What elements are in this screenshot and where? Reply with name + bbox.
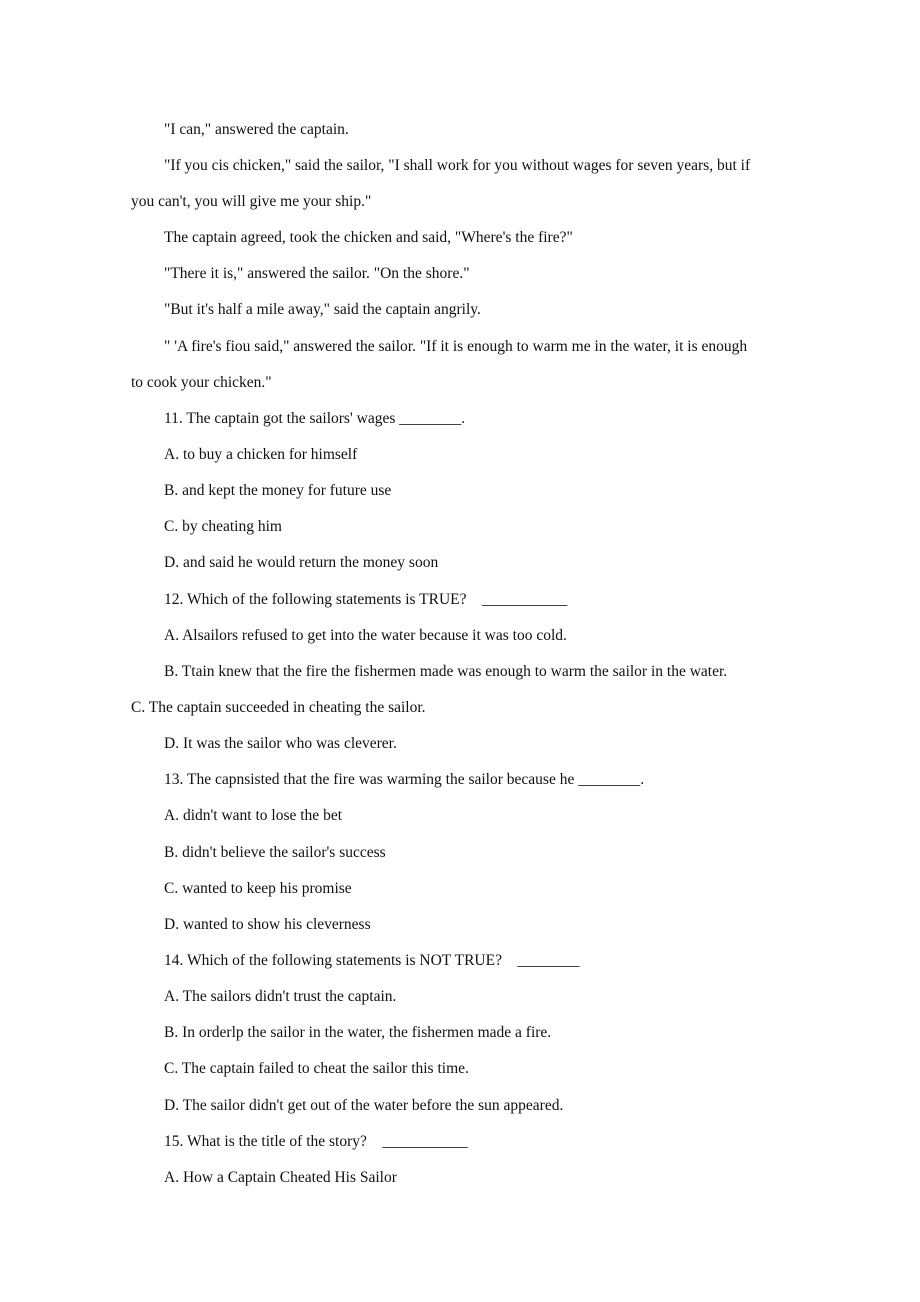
story-line: The captain agreed, took the chicken and said, "Where's the fire?" bbox=[164, 229, 573, 246]
option-d: D. It was the sailor who was cleverer. bbox=[164, 735, 397, 752]
option-b: B. and kept the money for future use bbox=[164, 482, 392, 499]
story-line: "I can," answered the captain. bbox=[164, 121, 349, 138]
question-13: 13. The capnsisted that the fire was warming the sailor because he ________. bbox=[164, 771, 645, 788]
story-line: "But it's half a mile away," said the captain angrily. bbox=[164, 301, 481, 318]
option-c: C. wanted to keep his promise bbox=[164, 880, 352, 897]
story-line: "There it is," answered the sailor. "On the shore." bbox=[164, 265, 470, 282]
option-c: C. The captain failed to cheat the sailor this time. bbox=[164, 1060, 469, 1077]
question-15: 15. What is the title of the story? ___________ bbox=[164, 1133, 468, 1150]
option-b: B. didn't believe the sailor's success bbox=[164, 844, 386, 861]
option-b: B. Ttain knew that the fire the fishermen made was enough to warm the sailor in the water. bbox=[164, 663, 728, 680]
option-a: A. How a Captain Cheated His Sailor bbox=[164, 1169, 397, 1186]
option-a: A. Alsailors refused to get into the water because it was too cold. bbox=[164, 627, 567, 644]
story-line: "If you cis chicken," said the sailor, "I shall work for you without wages for seven years, but if bbox=[164, 157, 751, 174]
story-line: to cook your chicken." bbox=[131, 374, 272, 391]
option-d: D. and said he would return the money soon bbox=[164, 554, 439, 571]
option-c: C. The captain succeeded in cheating the sailor. bbox=[131, 699, 426, 716]
option-a: A. The sailors didn't trust the captain. bbox=[164, 988, 397, 1005]
question-14: 14. Which of the following statements is NOT TRUE? ________ bbox=[164, 952, 580, 969]
story-line: you can't, you will give me your ship." bbox=[131, 193, 372, 210]
option-a: A. to buy a chicken for himself bbox=[164, 446, 358, 463]
option-c: C. by cheating him bbox=[164, 518, 282, 535]
story-line: " 'A fire's fiou said," answered the sailor. "If it is enough to warm me in the water, it is enough bbox=[164, 338, 748, 355]
question-11: 11. The captain got the sailors' wages ________. bbox=[164, 410, 466, 427]
option-a: A. didn't want to lose the bet bbox=[164, 807, 343, 824]
option-d: D. wanted to show his cleverness bbox=[164, 916, 371, 933]
option-b: B. In orderlp the sailor in the water, the fishermen made a fire. bbox=[164, 1024, 552, 1041]
question-12: 12. Which of the following statements is TRUE? ___________ bbox=[164, 591, 568, 608]
option-d: D. The sailor didn't get out of the water before the sun appeared. bbox=[164, 1097, 564, 1114]
